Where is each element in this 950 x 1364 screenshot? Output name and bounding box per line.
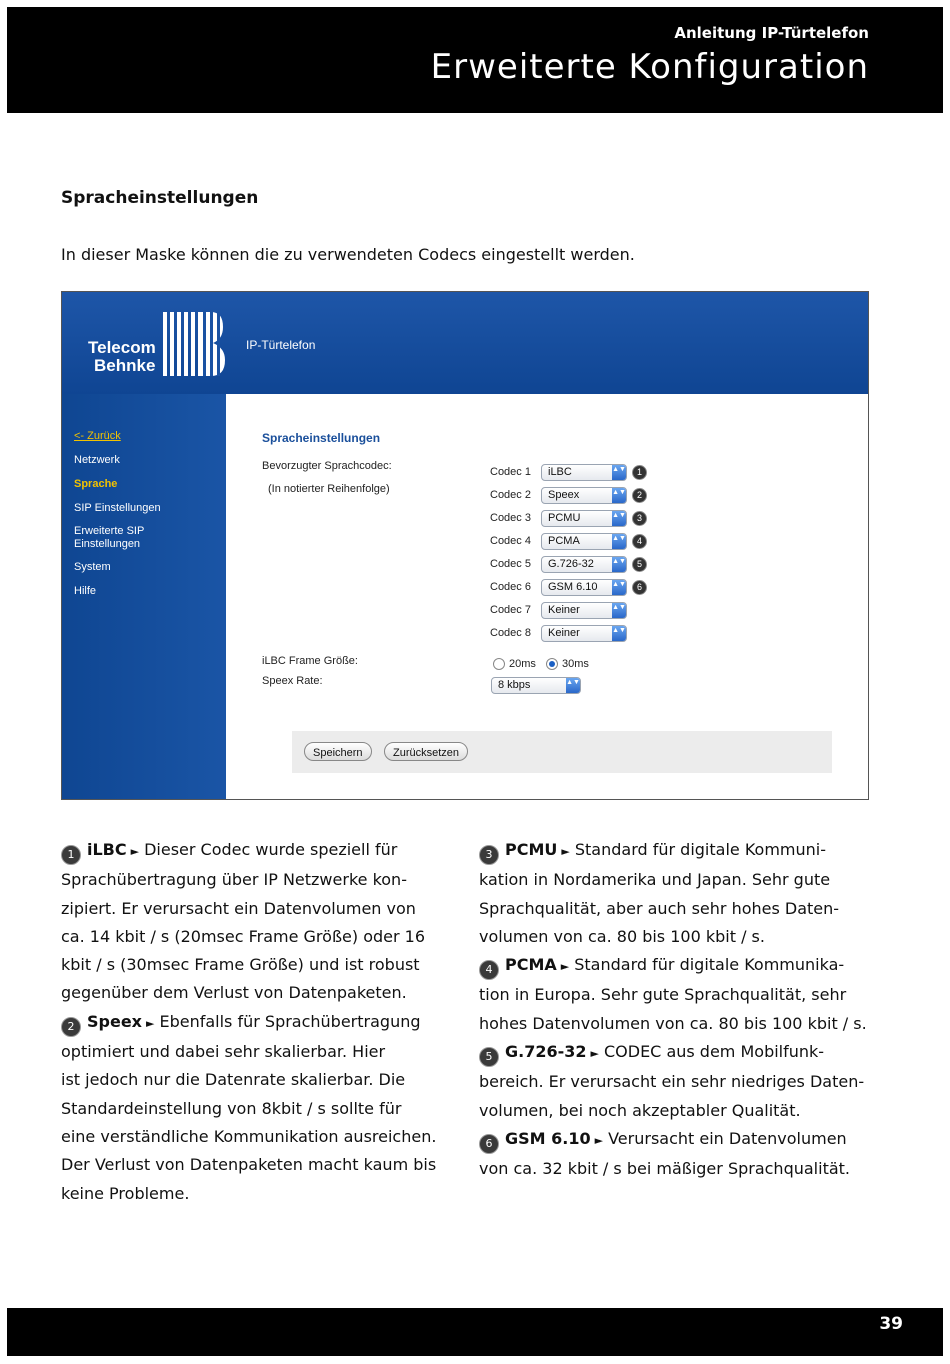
save-button[interactable]: Speichern bbox=[304, 742, 372, 761]
codec-select[interactable] bbox=[541, 556, 627, 573]
page-header bbox=[7, 7, 943, 113]
header-subtitle: Anleitung IP-Türtelefon bbox=[674, 24, 869, 42]
text-line: volumen, bei noch akzeptabler Qualität. bbox=[479, 1100, 801, 1120]
text-line: volumen von ca. 80 bis 100 kbit / s. bbox=[479, 926, 765, 946]
pcma-paragraph-start bbox=[479, 951, 879, 981]
codec-label: Codec 5 bbox=[490, 558, 531, 570]
number-badge: 4 bbox=[479, 960, 499, 980]
text: Dieser Codec wurde speziell für bbox=[144, 840, 398, 859]
codec-label: Codec 7 bbox=[490, 604, 531, 616]
text: CODEC aus dem Mobilfunk- bbox=[603, 1042, 825, 1062]
speex-paragraph-start bbox=[61, 1008, 461, 1038]
codec-label: Codec 4 bbox=[490, 535, 531, 547]
page-footer bbox=[7, 1308, 943, 1356]
ilbc-paragraph-start bbox=[61, 836, 461, 866]
text-line: optimiert und dabei sehr skalierbar. Hier bbox=[61, 1042, 386, 1062]
codec-label: Codec 2 bbox=[490, 489, 531, 501]
codec-number-badge: 6 bbox=[632, 580, 647, 595]
chevron-updown-icon: ▲▼ bbox=[612, 465, 626, 480]
text-line: tion in Europa. Sehr gute Sprachqualität, sehr bbox=[479, 985, 847, 1005]
codec-select[interactable] bbox=[541, 487, 627, 504]
codec-keyword: GSM 6.10 bbox=[505, 1128, 591, 1148]
codec-select-value: PCMA bbox=[548, 535, 580, 547]
text-line: kbit / s (30msec Frame Größe) und ist robust bbox=[61, 955, 420, 975]
gsm-paragraph-start bbox=[479, 1125, 879, 1155]
speex-rate-value: 8 kbps bbox=[498, 679, 531, 691]
codec-select[interactable] bbox=[541, 579, 627, 596]
intro-text: In dieser Maske können die zu verwendeten Codecs eingestellt werden. bbox=[61, 245, 635, 264]
reset-button[interactable]: Zurücksetzen bbox=[384, 742, 468, 761]
logo-line-2: Behnke bbox=[94, 356, 156, 375]
speex-rate-label: Speex Rate: bbox=[262, 675, 323, 687]
text-line: zipiert. Er verursacht ein Datenvolumen von bbox=[61, 898, 416, 918]
chevron-updown-icon: ▲▼ bbox=[612, 603, 626, 618]
text-line: keine Probleme. bbox=[61, 1183, 190, 1203]
text-line: Sprachqualität, aber auch sehr hohes Daten- bbox=[479, 898, 840, 918]
text-line: Sprachübertragung über IP Netzwerke kon- bbox=[61, 870, 407, 890]
nav-back-link[interactable]: <- Zurück bbox=[74, 430, 121, 442]
codec-number-badge: 5 bbox=[632, 557, 647, 572]
nav-sprache[interactable]: Sprache bbox=[74, 478, 118, 490]
triangle-icon: ► bbox=[560, 960, 570, 974]
nav-erweiterte-sip-line2: Einstellungen bbox=[74, 538, 141, 550]
codec-select[interactable] bbox=[541, 602, 627, 619]
codec-label: Codec 3 bbox=[490, 512, 531, 524]
codec-keyword: Speex bbox=[87, 1011, 142, 1031]
nav-hilfe[interactable]: Hilfe bbox=[74, 585, 97, 597]
text-line: ca. 14 kbit / s (20msec Frame Größe) oder 16 bbox=[61, 926, 426, 946]
number-badge: 2 bbox=[61, 1017, 81, 1037]
codec-select[interactable] bbox=[541, 464, 627, 481]
codec-select-value: Keiner bbox=[548, 627, 580, 639]
chevron-updown-icon: ▲▼ bbox=[612, 488, 626, 503]
chevron-updown-icon: ▲▼ bbox=[612, 580, 626, 595]
codec-select-value: Speex bbox=[548, 489, 580, 501]
ilbc-30ms-label: 30ms bbox=[562, 658, 589, 670]
chevron-updown-icon: ▲▼ bbox=[566, 678, 580, 693]
number-badge: 6 bbox=[479, 1134, 499, 1154]
codec-select-value: Keiner bbox=[548, 604, 580, 616]
nav-system[interactable]: System bbox=[74, 561, 111, 573]
page-number: 39 bbox=[879, 1314, 903, 1334]
text: Standard für digitale Kommunika- bbox=[574, 955, 845, 975]
pref-codec-note: (In notierter Reihenfolge) bbox=[268, 483, 390, 495]
codec-select[interactable] bbox=[541, 625, 627, 642]
codec-select-value: iLBC bbox=[548, 466, 572, 478]
codec-label: Codec 8 bbox=[490, 627, 531, 639]
text-line: ist jedoch nur die Datenrate skalierbar. Die bbox=[61, 1070, 406, 1090]
text-line: bereich. Er verursacht ein sehr niedriges Daten- bbox=[479, 1072, 865, 1092]
g726-paragraph-start bbox=[479, 1038, 879, 1068]
nav-erweiterte-sip-line1: Erweiterte SIP bbox=[74, 525, 145, 537]
codec-keyword: iLBC bbox=[87, 840, 127, 859]
codec-keyword: PCMA bbox=[505, 955, 557, 975]
pref-codec-label: Bevorzugter Sprachcodec: bbox=[262, 460, 392, 472]
triangle-icon: ► bbox=[146, 1016, 155, 1030]
codec-select[interactable] bbox=[541, 510, 627, 527]
pcmu-paragraph-start bbox=[479, 836, 879, 866]
codec-keyword: PCMU bbox=[505, 840, 558, 859]
left-column bbox=[61, 836, 461, 1208]
header-title: Erweiterte Konfiguration bbox=[430, 47, 869, 87]
codec-label: Codec 6 bbox=[490, 581, 531, 593]
codec-select-value: PCMU bbox=[548, 512, 581, 524]
text-line: eine verständliche Kommunikation ausreichen. bbox=[61, 1126, 437, 1146]
nav-erweiterte-sip[interactable] bbox=[74, 525, 144, 551]
triangle-icon: ► bbox=[590, 1047, 599, 1061]
text: Verursacht ein Datenvolumen bbox=[608, 1128, 847, 1148]
app-title: IP-Türtelefon bbox=[246, 338, 316, 352]
text-line: Der Verlust von Datenpaketen macht kaum bis bbox=[61, 1155, 437, 1175]
screenshot-banner bbox=[62, 292, 868, 394]
button-bar bbox=[292, 731, 832, 773]
nav-sip-einstellungen[interactable]: SIP Einstellungen bbox=[74, 502, 161, 514]
text-line: Standardeinstellung von 8kbit / s sollte für bbox=[61, 1098, 402, 1118]
codec-select-value: GSM 6.10 bbox=[548, 581, 598, 593]
chevron-updown-icon: ▲▼ bbox=[612, 534, 626, 549]
number-badge: 3 bbox=[479, 845, 499, 865]
codec-label: Codec 1 bbox=[490, 466, 531, 478]
number-badge: 1 bbox=[61, 845, 81, 865]
text-line: kation in Nordamerika und Japan. Sehr gute bbox=[479, 870, 831, 890]
ilbc-frame-label: iLBC Frame Größe: bbox=[262, 655, 358, 667]
triangle-icon: ► bbox=[130, 845, 140, 858]
text-line: von ca. 32 kbit / s bei mäßiger Sprachqualität. bbox=[479, 1159, 850, 1179]
ilbc-20ms-label: 20ms bbox=[509, 658, 536, 670]
triangle-icon: ► bbox=[594, 1133, 604, 1147]
section-title: Spracheinstellungen bbox=[61, 188, 259, 208]
text: Standard für digitale Kommuni- bbox=[574, 840, 826, 859]
ilbc-20ms-radio[interactable] bbox=[493, 658, 505, 670]
logo-line-1: Telecom bbox=[88, 338, 156, 357]
codec-number-badge: 4 bbox=[632, 534, 647, 549]
codec-select[interactable] bbox=[541, 533, 627, 550]
ilbc-30ms-radio[interactable] bbox=[546, 658, 558, 670]
number-badge: 5 bbox=[479, 1047, 499, 1067]
text: Ebenfalls für Sprachübertragung bbox=[159, 1011, 421, 1031]
text-line: gegenüber dem Verlust von Datenpaketen. bbox=[61, 983, 407, 1003]
chevron-updown-icon: ▲▼ bbox=[612, 557, 626, 572]
codec-number-badge: 1 bbox=[632, 465, 647, 480]
chevron-updown-icon: ▲▼ bbox=[612, 511, 626, 526]
codec-number-badge: 3 bbox=[632, 511, 647, 526]
settings-form bbox=[226, 394, 868, 800]
codec-keyword: G.726-32 bbox=[505, 1042, 587, 1062]
form-title: Spracheinstellungen bbox=[262, 431, 381, 445]
speex-rate-select[interactable] bbox=[491, 677, 581, 694]
text-line: hohes Datenvolumen von ca. 80 bis 100 kbit / s. bbox=[479, 1013, 867, 1033]
codec-select-value: G.726-32 bbox=[548, 558, 594, 570]
right-column bbox=[479, 836, 879, 1184]
logo-wordmark bbox=[88, 339, 156, 375]
ui-screenshot bbox=[61, 291, 869, 800]
triangle-icon: ► bbox=[561, 845, 570, 858]
nav-netzwerk[interactable]: Netzwerk bbox=[74, 454, 120, 466]
sidebar bbox=[62, 394, 226, 800]
codec-number-badge: 2 bbox=[632, 488, 647, 503]
chevron-updown-icon: ▲▼ bbox=[612, 626, 626, 641]
logo-bars-icon bbox=[163, 312, 225, 376]
